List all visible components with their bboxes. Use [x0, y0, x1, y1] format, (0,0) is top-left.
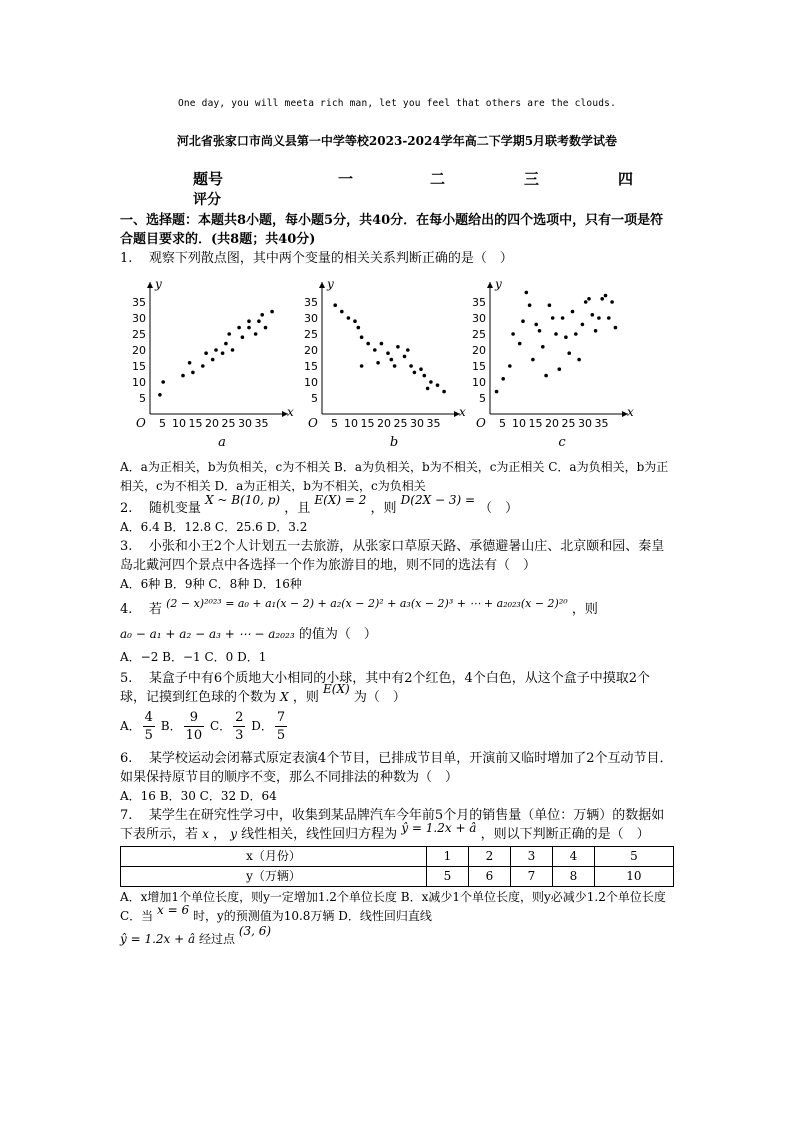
- y-tick-label: 5: [479, 392, 486, 405]
- table-cell: 8: [552, 867, 594, 887]
- scatter-point: [413, 371, 417, 375]
- table-row-label: x（月份）: [121, 847, 427, 867]
- question-4-stem-b: ，则: [571, 602, 598, 617]
- scatter-point: [403, 355, 407, 359]
- question-2-formula-2: E(X) = 2: [314, 493, 367, 507]
- table-row-label: y（万辆）: [121, 867, 427, 887]
- score-col-3: 三: [524, 170, 540, 188]
- exam-title: 河北省张家口市尚义县第一中学等校2023-2024学年高二下学期5月联考数学试卷: [176, 134, 618, 148]
- y-axis-arrow: [487, 282, 493, 288]
- scatter-point: [393, 364, 397, 368]
- score-col-4: 四: [618, 170, 634, 188]
- question-3-stem: 3. 小张和小王2个人计划五一去旅游，从张家口草原天路、承德避暑山庄、北京颐和园、秦皇岛北戴河四个景点中各选择一个作为旅游目的地，则不同的选法有（ ）: [120, 539, 665, 573]
- scatter-point: [518, 342, 522, 346]
- scatter-point: [429, 380, 433, 384]
- question-2-formula-1: X ~ B(10, p): [205, 493, 281, 507]
- y-tick-label: 30: [304, 312, 318, 325]
- y-axis-label: y: [327, 277, 334, 291]
- question-5-stem-b: ，则: [292, 690, 319, 705]
- question-5-option-d: [251, 710, 289, 743]
- question-5-formula-2: E(X): [323, 682, 350, 696]
- y-tick-label: 10: [472, 376, 486, 389]
- scatter-point: [257, 319, 261, 323]
- question-7-options: [120, 888, 676, 949]
- x-tick-label: 10: [512, 417, 526, 430]
- question-4-stem-a: 4. 若: [120, 602, 162, 617]
- question-2: [120, 493, 676, 537]
- table-cell: 1: [427, 847, 469, 867]
- numerator: 4: [144, 710, 153, 725]
- scatter-point: [380, 342, 384, 346]
- x-axis-label: x: [287, 405, 294, 419]
- scatter-point: [577, 358, 581, 362]
- question-5-stem-c: 为（ ）: [353, 690, 406, 705]
- scatter-point: [347, 316, 351, 320]
- question-1-options: A．a为正相关，b为负相关，c为不相关 B．a为负相关，b为不相关，c为正相关 C．a为负相关，b为正相关，c为不相关 D．a为正相关，b为不相关，c为负相关: [120, 460, 669, 493]
- question-7-option-formula-3: (3, 6): [238, 924, 272, 938]
- table-cell: 6: [468, 867, 510, 887]
- score-col-1: 一: [338, 170, 354, 188]
- scatter-point: [241, 335, 245, 339]
- y-axis-label: y: [155, 277, 162, 291]
- question-4: [120, 597, 676, 667]
- scatter-point: [604, 294, 608, 298]
- scatter-point: [534, 323, 538, 327]
- scatter-point: [551, 316, 555, 320]
- scatter-point: [561, 316, 565, 320]
- scatter-plots: [120, 274, 676, 456]
- scatter-point: [495, 390, 499, 394]
- option-letter: B．: [160, 719, 182, 733]
- table-cell: 2: [468, 847, 510, 867]
- scatter-point: [607, 316, 611, 320]
- scatter-point: [567, 351, 571, 355]
- scatter-point: [531, 358, 535, 362]
- scatter-point: [161, 380, 165, 384]
- x-tick-label: 15: [360, 417, 375, 430]
- question-4-stem-c: 的值为（ ）: [298, 627, 377, 642]
- question-1: [120, 249, 676, 496]
- x-tick-label: 15: [188, 417, 203, 430]
- y-tick-label: 15: [132, 360, 146, 373]
- numerator: 9: [184, 709, 205, 727]
- y-tick-label: 10: [304, 376, 318, 389]
- denominator: 10: [185, 728, 203, 743]
- question-5-options: [120, 709, 676, 749]
- y-tick-label: 35: [472, 296, 486, 309]
- scatter-point: [247, 326, 251, 330]
- denominator: 5: [276, 728, 286, 743]
- fraction: [275, 709, 287, 744]
- numerator: 2: [235, 710, 244, 725]
- x-tick-label: 25: [393, 417, 408, 430]
- origin-label: O: [136, 416, 146, 430]
- x-tick-label: 20: [205, 417, 219, 430]
- question-7-option-formula-2: ŷ = 1.2x + â: [120, 932, 196, 946]
- y-tick-label: 5: [311, 392, 318, 405]
- scatter-point: [574, 332, 578, 336]
- scatter-point: [610, 300, 614, 304]
- scatter-point: [508, 364, 512, 368]
- question-2-options: A．6.4 B．12.8 C．25.6 D．3.2: [120, 520, 308, 534]
- x-tick-label: 10: [344, 417, 358, 430]
- question-7: [120, 806, 676, 949]
- sales-table: [120, 846, 674, 887]
- table-cell: 5: [594, 847, 673, 867]
- x-tick-label: 10: [172, 417, 186, 430]
- scatter-point: [436, 383, 440, 387]
- table-cell: 7: [510, 867, 552, 887]
- y-tick-label: 25: [304, 328, 318, 341]
- scatter-point: [548, 303, 552, 307]
- scatter-point: [594, 329, 598, 333]
- question-5-stem-a: 5. 某盒子中有6个质地大小相同的小球，其中有2个红色，4个白色，从这个盒子中摸取2个球，记摸到红色球的个数为: [120, 671, 651, 705]
- motto-line: One day, you will meeta rich man, let you feel that others are the clouds.: [177, 98, 617, 109]
- origin-label: O: [308, 416, 318, 430]
- table-cell: 10: [594, 867, 673, 887]
- scatter-point: [538, 329, 542, 333]
- y-tick-label: 20: [472, 344, 486, 357]
- question-2-stem-c: ，则: [370, 501, 397, 516]
- x-tick-label: 25: [561, 417, 576, 430]
- scatter-point: [442, 390, 446, 394]
- question-4-formula-1: (2 − x)²⁰²³ = a₀ + a₁(x − 2) + a₂(x − 2)² + a₃(x − 2)³ + ⋯ + a₂₀₂₃(x − 2)²⁰: [166, 597, 568, 610]
- origin-label: O: [476, 416, 486, 430]
- x-tick-label: 35: [594, 417, 609, 430]
- question-6-stem: 6. 某学校运动会闭幕式原定表演4个节目，已排成节目单，开演前又临时增加了2个互动节目．如果保持原节目的顺序不变，那么不同排法的种数为（ ）: [120, 751, 673, 785]
- y-tick-label: 25: [132, 328, 146, 341]
- question-7-stem-c: 线性相关，线性回归方程为: [241, 827, 398, 842]
- scatter-point: [511, 332, 515, 336]
- scatter-point: [584, 300, 588, 304]
- scatter-point: [360, 364, 364, 368]
- plot-label: a: [218, 435, 226, 450]
- y-tick-label: 15: [304, 360, 318, 373]
- denominator: 3: [235, 728, 244, 743]
- question-3-options: A．6种 B．9种 C．8种 D．16种: [120, 577, 302, 591]
- score-row2-label: 评分: [193, 192, 221, 208]
- scatter-point: [600, 297, 604, 301]
- scatter-point: [386, 351, 390, 355]
- y-tick-label: 35: [132, 296, 146, 309]
- table-cell: 3: [510, 847, 552, 867]
- scatter-point: [521, 319, 525, 323]
- scatter-point: [221, 351, 225, 355]
- x-tick-label: 5: [331, 417, 338, 430]
- scatter-point: [571, 310, 575, 314]
- scatter-point: [254, 332, 258, 336]
- denominator: 5: [144, 728, 153, 743]
- scatter-point: [390, 358, 394, 362]
- scatter-point: [501, 377, 505, 381]
- y-axis-arrow: [319, 282, 325, 288]
- y-axis-arrow: [147, 282, 153, 288]
- scatter-point: [558, 367, 562, 371]
- x-tick-label: 5: [159, 417, 166, 430]
- question-7-formula-1: x: [202, 827, 209, 841]
- y-tick-label: 20: [304, 344, 318, 357]
- x-tick-label: 20: [545, 417, 559, 430]
- scatter-point: [181, 374, 185, 378]
- scatter-point: [264, 326, 268, 330]
- scatter-point: [224, 342, 228, 346]
- x-axis-label: x: [459, 405, 466, 419]
- option-letter: A．: [120, 719, 141, 733]
- option-letter: D．: [251, 719, 273, 733]
- scatter-point: [419, 367, 423, 371]
- x-tick-label: 35: [254, 417, 269, 430]
- question-4-formula-2: a₀ − a₁ + a₂ − a₃ + ⋯ − a₂₀₂₃: [120, 627, 295, 641]
- question-1-stem: 1. 观察下列散点图，其中两个变量的相关关系判断正确的是（ ）: [120, 251, 513, 266]
- scatter-point: [201, 364, 205, 368]
- scatter-point: [237, 326, 241, 330]
- scatter-point: [204, 351, 208, 355]
- y-tick-label: 15: [472, 360, 486, 373]
- question-6-options: A．16 B．30 C．32 D．64: [120, 789, 277, 803]
- option-letter: C．: [209, 719, 232, 733]
- question-7-options-a: A．x增加1个单位长度，则y一定增加1.2个单位长度 B．x减少1个单位长度，则y必减少1.2个单位长度 C．当: [120, 890, 666, 923]
- scatter-point: [525, 291, 529, 295]
- question-7-options-c: 经过点: [198, 932, 235, 946]
- numerator: 7: [276, 710, 286, 725]
- x-tick-label: 15: [528, 417, 543, 430]
- x-tick-label: 25: [221, 417, 236, 430]
- plot-label: c: [558, 435, 566, 450]
- scatter-plot-c: [460, 274, 632, 456]
- x-tick-label: 30: [578, 417, 592, 430]
- scatter-plot-b: [292, 274, 464, 456]
- table-cell: 4: [552, 847, 594, 867]
- x-tick-label: 20: [377, 417, 391, 430]
- y-tick-label: 10: [132, 376, 146, 389]
- scatter-point: [188, 361, 192, 365]
- y-tick-label: 20: [132, 344, 146, 357]
- question-5: [120, 669, 676, 749]
- question-7-stem-b: ，: [213, 827, 227, 842]
- y-axis-label: y: [495, 277, 502, 291]
- scatter-point: [366, 342, 370, 346]
- y-tick-label: 25: [472, 328, 486, 341]
- scatter-point: [231, 348, 235, 352]
- table-row: [121, 867, 674, 887]
- scatter-point: [270, 310, 274, 314]
- question-2-stem-a: 2. 随机变量: [120, 501, 201, 516]
- scatter-point: [396, 345, 400, 349]
- question-6: [120, 749, 676, 806]
- section-heading: 一、选择题：本题共8小题，每小题5分，共40分．在每小题给出的四个选项中，只有一项是符合题目要求的．(共8题；共40分): [120, 213, 664, 247]
- table-cell: 5: [427, 867, 469, 887]
- scatter-point: [211, 358, 215, 362]
- fraction: [233, 709, 245, 744]
- scatter-point: [528, 303, 532, 307]
- plot-label: b: [389, 435, 399, 450]
- y-tick-label: 30: [472, 312, 486, 325]
- question-5-option-c: [209, 710, 247, 743]
- x-tick-label: 30: [410, 417, 424, 430]
- question-7-options-b: 时，y的预测值为10.8万辆 D．线性回归直线: [192, 909, 432, 923]
- question-7-stem-d: ，则以下判断正确的是（ ）: [480, 827, 650, 842]
- x-tick-label: 35: [426, 417, 441, 430]
- question-7-stem-a: 7. 某学生在研究性学习中，收集到某品牌汽车今年前5个月的销售量（单位：万辆）的数据如下表所示，若: [120, 808, 665, 842]
- scatter-point: [591, 313, 595, 317]
- scatter-point: [409, 364, 413, 368]
- y-tick-label: 30: [132, 312, 146, 325]
- scatter-point: [554, 332, 558, 336]
- scatter-point: [423, 374, 427, 378]
- scatter-point: [373, 348, 377, 352]
- scatter-point: [587, 297, 591, 301]
- scatter-point: [353, 319, 357, 323]
- question-2-formula-3: D(2X − 3) =: [400, 493, 476, 507]
- y-tick-label: 5: [139, 392, 146, 405]
- scatter-point: [544, 374, 548, 378]
- scatter-point: [227, 332, 231, 336]
- exam-content: [120, 211, 676, 949]
- y-tick-label: 35: [304, 296, 318, 309]
- question-4-options: A．−2 B．−1 C．0 D．1: [120, 650, 267, 664]
- question-3: [120, 537, 676, 594]
- scatter-point: [376, 361, 380, 365]
- question-5-formula-1: X: [280, 690, 289, 704]
- fraction: [143, 709, 155, 744]
- scatter-point: [158, 393, 162, 397]
- scatter-point: [426, 387, 430, 391]
- fraction: [184, 709, 205, 744]
- scatter-point: [614, 326, 618, 330]
- scatter-plot-a: [120, 274, 292, 456]
- scatter-point: [191, 371, 195, 375]
- question-7-formula-2: y: [230, 827, 238, 841]
- scatter-point: [214, 348, 218, 352]
- x-tick-label: 30: [238, 417, 252, 430]
- scatter-point: [597, 316, 601, 320]
- x-tick-label: 5: [499, 417, 506, 430]
- score-table-header: [193, 168, 643, 188]
- question-7-formula-3: ŷ = 1.2x + â: [401, 821, 477, 835]
- scatter-point: [564, 335, 568, 339]
- question-5-option-b: [160, 710, 206, 743]
- question-2-stem-b: ，且: [284, 501, 311, 516]
- scatter-point: [360, 335, 364, 339]
- score-row-label: 题号: [193, 170, 224, 188]
- scatter-point: [340, 310, 344, 314]
- scatter-point: [581, 323, 585, 327]
- question-2-stem-d: （ ）: [479, 501, 519, 516]
- scatter-point: [260, 313, 264, 317]
- scatter-point: [541, 345, 545, 349]
- question-5-option-a: [120, 710, 157, 743]
- table-row: [121, 847, 674, 867]
- x-axis-label: x: [627, 405, 634, 419]
- scatter-point: [247, 319, 251, 323]
- question-7-option-formula-1: x = 6: [157, 903, 190, 917]
- scatter-point: [406, 348, 410, 352]
- score-col-2: 二: [430, 170, 446, 188]
- scatter-point: [333, 303, 337, 307]
- scatter-point: [357, 326, 361, 330]
